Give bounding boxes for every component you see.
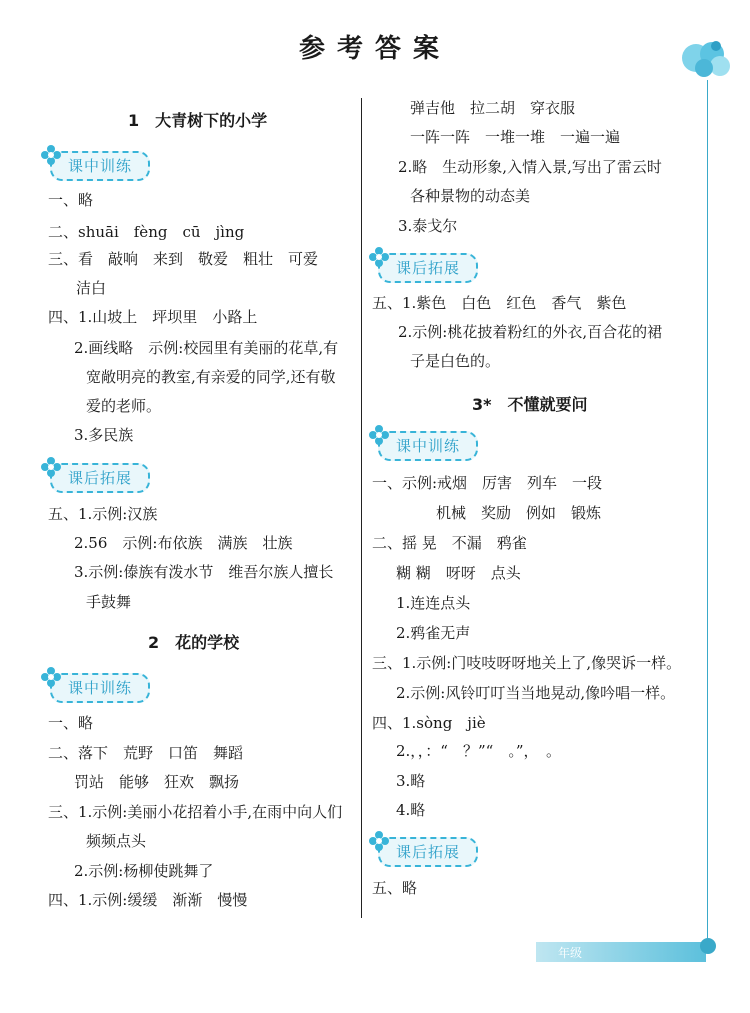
answer-line: 二、shuāi fèng cū jìng — [48, 223, 245, 241]
flower-icon — [40, 666, 62, 688]
answer-line: 洁白 — [76, 279, 107, 297]
answer-line: 三、1.示例:美丽小花招着小手,在雨中向人们 — [48, 803, 343, 821]
answer-line: 4.略 — [396, 801, 426, 819]
in-class-tag — [374, 428, 480, 462]
answer-line: 2.略 生动形象,入情入景,写出了雷云时 — [398, 158, 662, 176]
answer-line: 宽敞明亮的教室,有亲爱的同学,还有敬 — [86, 368, 336, 386]
after-class-label: 课后拓展 — [396, 259, 461, 277]
answer-line: 五、1.紫色 白色 红色 香气 紫色 — [372, 294, 627, 312]
after-class-label: 课后拓展 — [68, 469, 133, 487]
footer-band — [536, 942, 706, 962]
answer-line: 各种景物的动态美 — [410, 187, 531, 205]
answer-line: 罚站 能够 狂欢 飘扬 — [74, 773, 240, 791]
snowflake-decoration-icon — [676, 36, 736, 84]
flower-icon — [368, 246, 390, 268]
after-class-tag — [374, 834, 480, 868]
column-divider — [361, 98, 362, 918]
answer-line: 3.示例:傣族有泼水节 维吾尔族人擅长 — [74, 563, 334, 581]
answer-line: 四、1.山坡上 坪坝里 小路上 — [48, 308, 258, 326]
answer-line: 二、落下 荒野 口笛 舞蹈 — [48, 744, 244, 762]
after-class-tag — [374, 250, 480, 284]
answer-line: 四、1.示例:缓缓 渐渐 慢慢 — [48, 891, 248, 909]
lesson-1-title: 1 大青树下的小学 — [128, 111, 268, 130]
answer-line: 弹吉他 拉二胡 穿衣服 — [410, 99, 576, 117]
footer-grade-label: 年级 — [558, 946, 583, 960]
after-class-label: 课后拓展 — [396, 843, 461, 861]
in-class-label: 课中训练 — [68, 679, 133, 697]
answer-line: 2.示例:桃花披着粉红的外衣,百合花的裙 — [398, 323, 663, 341]
answer-line: 一、示例:戒烟 厉害 列车 一段 — [372, 474, 603, 492]
flower-icon — [368, 424, 390, 446]
answer-line: 一、略 — [48, 191, 94, 209]
flower-icon — [40, 144, 62, 166]
answer-line: 2.示例:杨柳使跳舞了 — [74, 862, 214, 880]
answer-line: 手鼓舞 — [86, 593, 132, 611]
answer-line: 糊 糊 呀呀 点头 — [396, 564, 521, 582]
page-title: 参考答案 — [298, 34, 451, 64]
answer-line: 1.连连点头 — [396, 594, 471, 612]
answer-line: 2.示例:风铃叮叮当当地晃动,像吟唱一样。 — [396, 684, 676, 702]
answer-line: 子是白色的。 — [410, 352, 501, 370]
lesson-3-title: 3* 不懂就要问 — [472, 395, 588, 414]
answer-line: 爱的老师。 — [86, 397, 162, 415]
answer-line: 二、摇 晃 不漏 鸦雀 — [372, 534, 527, 552]
answer-line: 三、1.示例:门吱吱呀呀地关上了,像哭诉一样。 — [372, 654, 682, 672]
answer-line: 一阵一阵 一堆一堆 一遍一遍 — [410, 128, 621, 146]
answer-line: 频频点头 — [86, 832, 147, 850]
in-class-label: 课中训练 — [396, 437, 461, 455]
answer-line: 机械 奖励 例如 锻炼 — [436, 504, 602, 522]
flower-icon — [40, 456, 62, 478]
answer-line: 2.，，：“ ？”“ 。”， 。 — [396, 742, 561, 760]
after-class-tag — [46, 460, 152, 494]
in-class-label: 课中训练 — [68, 157, 133, 175]
answer-line: 2.鸦雀无声 — [396, 624, 471, 642]
margin-rule — [707, 80, 708, 940]
answer-line: 3.略 — [396, 772, 426, 790]
in-class-tag — [46, 670, 152, 704]
answer-line: 三、看 敲响 来到 敬爱 粗壮 可爱 — [48, 250, 319, 268]
answer-line: 一、略 — [48, 714, 94, 732]
answer-line: 3.多民族 — [74, 426, 134, 444]
answer-line: 2.56 示例:布依族 满族 壮族 — [74, 534, 293, 552]
answer-line: 3.泰戈尔 — [398, 217, 458, 235]
answer-line: 五、略 — [372, 879, 418, 897]
answer-line: 五、1.示例:汉族 — [48, 505, 158, 523]
answer-line: 四、1.sòng jiè — [372, 714, 486, 732]
answer-line: 2.画线略 示例:校园里有美丽的花草,有 — [74, 339, 339, 357]
footer-dot — [700, 938, 716, 954]
in-class-tag — [46, 148, 152, 182]
flower-icon — [368, 830, 390, 852]
lesson-2-title: 2 花的学校 — [148, 633, 240, 652]
